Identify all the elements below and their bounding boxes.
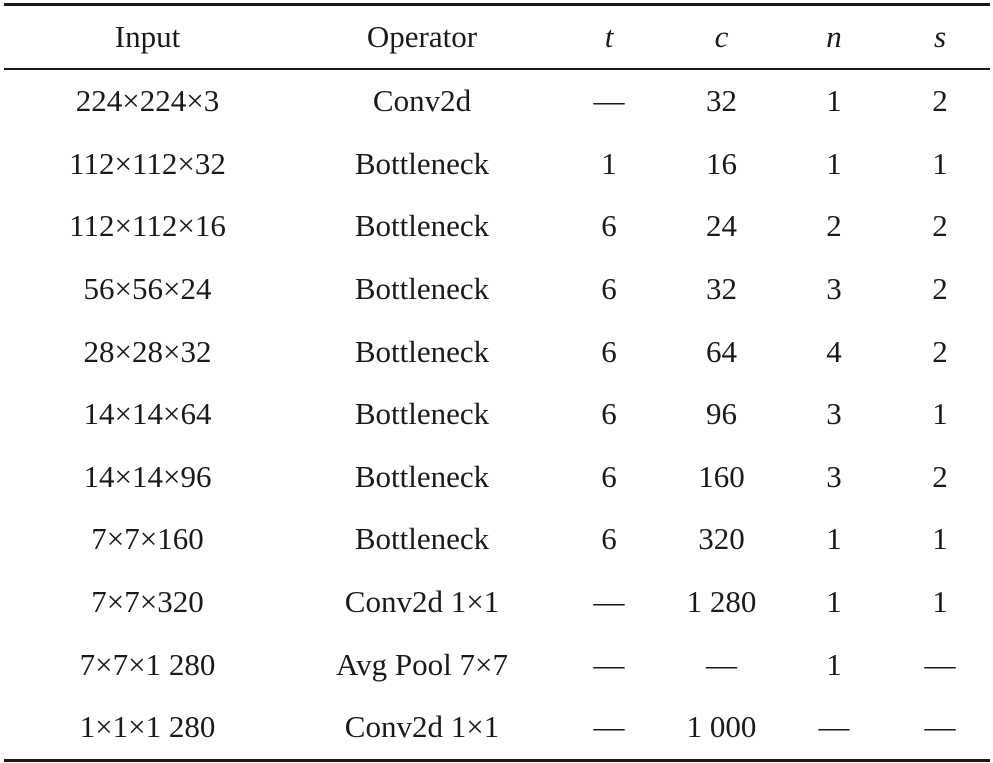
- cell-c: 24: [706, 208, 737, 244]
- header-n: n: [826, 19, 842, 54]
- cell-s: 2: [932, 208, 948, 244]
- cell-c: 16: [706, 145, 737, 181]
- cell-operator: Bottleneck: [354, 271, 490, 307]
- cell-input: 14×14×96: [83, 458, 212, 494]
- cell-operator: Bottleneck: [354, 458, 490, 494]
- cell-t: —: [593, 83, 625, 119]
- table-row: [4, 571, 990, 634]
- table-row: [4, 383, 990, 446]
- cell-c: 160: [698, 458, 745, 494]
- header-t: t: [604, 19, 614, 54]
- cell-s: 2: [932, 333, 948, 369]
- table-row: [4, 69, 990, 133]
- cell-c: 320: [698, 521, 745, 557]
- cell-n: 1: [826, 646, 842, 682]
- table-row: [4, 133, 990, 196]
- cell-n: 3: [826, 271, 842, 307]
- header-s: s: [933, 19, 947, 54]
- cell-input: 7×7×320: [91, 584, 204, 620]
- cell-input: 14×14×64: [83, 396, 212, 432]
- cell-n: 1: [826, 584, 842, 620]
- cell-s: 1: [932, 396, 948, 432]
- table-row: [4, 195, 990, 258]
- cell-t: 6: [601, 208, 617, 244]
- cell-s: 1: [932, 145, 948, 181]
- cell-c: 64: [706, 333, 737, 369]
- cell-n: 3: [826, 458, 842, 494]
- cell-operator: Conv2d 1×1: [344, 709, 500, 745]
- cell-input: 112×112×16: [69, 208, 226, 244]
- cell-s: 2: [932, 271, 948, 307]
- cell-t: 6: [601, 271, 617, 307]
- cell-s: 2: [932, 458, 948, 494]
- cell-c: 1 000: [686, 709, 757, 745]
- cell-input: 1×1×1 280: [79, 709, 216, 745]
- cell-n: —: [818, 709, 850, 745]
- cell-t: —: [593, 709, 625, 745]
- table-row: [4, 258, 990, 321]
- cell-c: —: [706, 646, 737, 682]
- cell-operator: Bottleneck: [354, 208, 490, 244]
- cell-n: 3: [826, 396, 842, 432]
- cell-input: 56×56×24: [83, 271, 212, 307]
- cell-t: 6: [601, 396, 617, 432]
- cell-c: 1 280: [686, 584, 757, 620]
- table-body: [4, 69, 990, 760]
- cell-n: 2: [826, 208, 842, 244]
- cell-c: 96: [706, 396, 737, 432]
- cell-operator: Conv2d 1×1: [344, 584, 500, 620]
- cell-c: 32: [706, 271, 737, 307]
- cell-operator: Bottleneck: [354, 145, 490, 181]
- table-row: [4, 446, 990, 509]
- cell-n: 1: [826, 521, 842, 557]
- cell-t: 6: [601, 521, 617, 557]
- cell-t: —: [593, 646, 625, 682]
- cell-t: —: [593, 584, 625, 620]
- network-architecture-table: [4, 3, 990, 762]
- cell-s: 2: [932, 83, 948, 119]
- header-c: c: [714, 19, 729, 54]
- cell-c: 32: [706, 83, 737, 119]
- cell-input: 7×7×1 280: [79, 646, 216, 682]
- cell-n: 4: [826, 333, 842, 369]
- cell-n: 1: [826, 83, 842, 119]
- cell-s: —: [924, 709, 956, 745]
- cell-input: 28×28×32: [83, 333, 212, 369]
- cell-input: 224×224×3: [75, 83, 220, 119]
- cell-s: —: [924, 646, 956, 682]
- table-row: [4, 508, 990, 571]
- cell-s: 1: [932, 584, 948, 620]
- cell-operator: Avg Pool 7×7: [336, 646, 508, 682]
- header-input: Input: [114, 19, 181, 54]
- cell-operator: Bottleneck: [354, 396, 490, 432]
- cell-operator: Bottleneck: [354, 521, 490, 557]
- cell-t: 6: [601, 458, 617, 494]
- cell-operator: Conv2d: [372, 83, 472, 119]
- table-row: [4, 633, 990, 696]
- cell-t: 6: [601, 333, 617, 369]
- cell-s: 1: [932, 521, 948, 557]
- table-header-row: [4, 5, 990, 70]
- table-row: [4, 696, 990, 760]
- cell-input: 7×7×160: [91, 521, 204, 557]
- header-operator: Operator: [366, 19, 478, 54]
- cell-operator: Bottleneck: [354, 333, 490, 369]
- network-architecture-table-container: [4, 3, 990, 762]
- table-row: [4, 320, 990, 383]
- cell-t: 1: [601, 145, 617, 181]
- cell-input: 112×112×32: [69, 145, 226, 181]
- cell-n: 1: [826, 145, 842, 181]
